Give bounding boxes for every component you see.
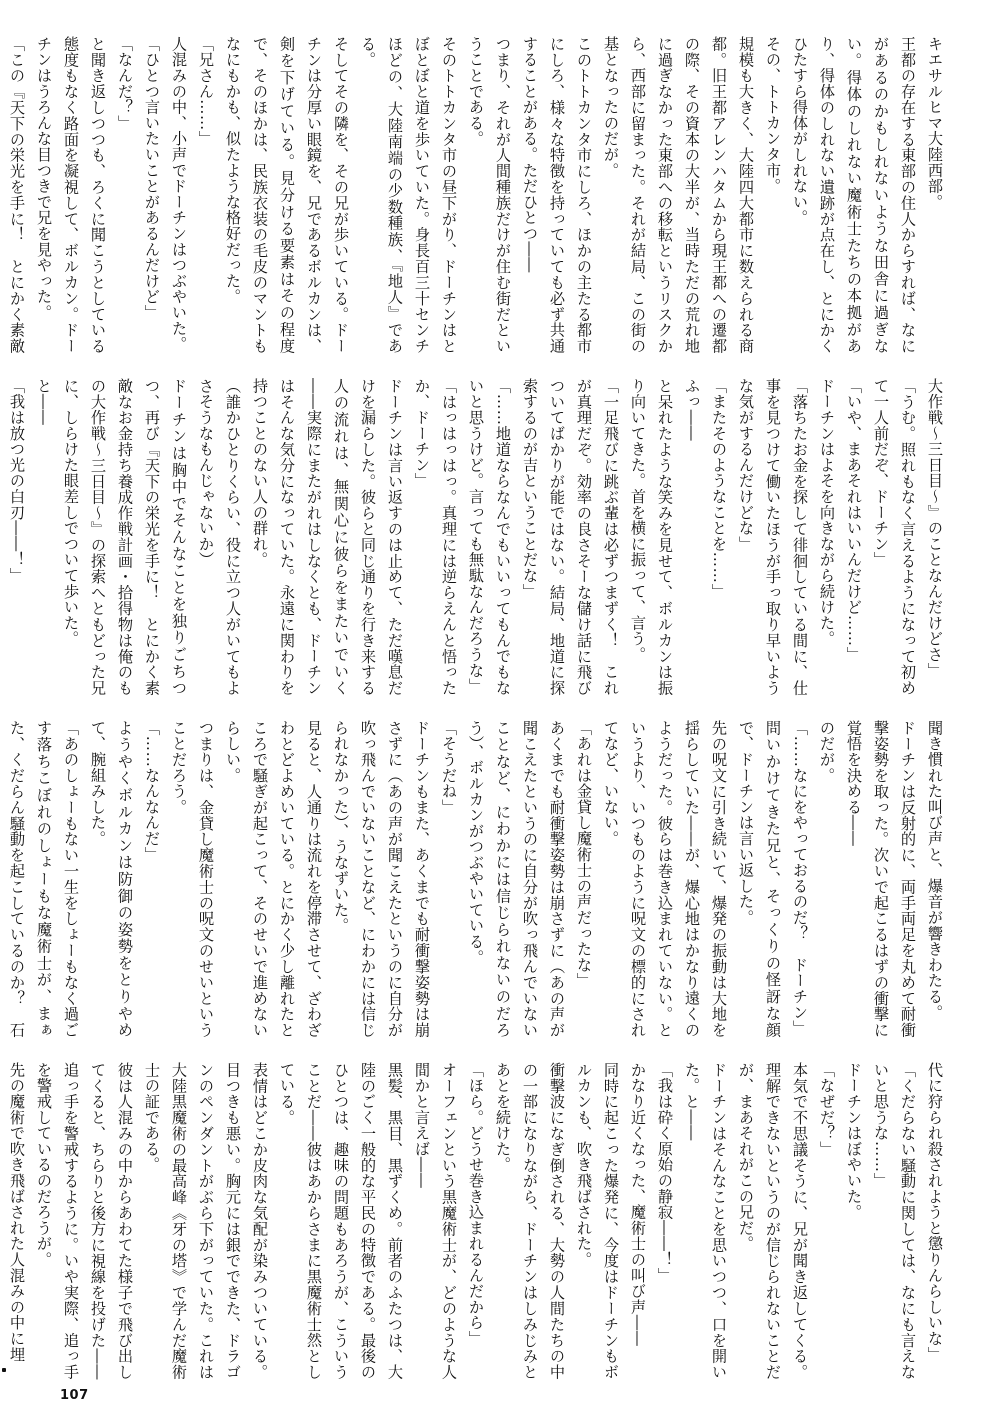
paragraph: 「なぜだ？」	[818, 1062, 836, 1157]
paragraph: 「落ちたお金を探して徘徊している間に、仕事を見つけて働いたほうが手っ取り早いような気がするんだけどな」	[737, 378, 809, 696]
paragraph: と――	[35, 378, 53, 426]
paragraph: 表情はどこか皮肉な気配が染みついている。目つきも悪い。胸元には銀でできた、ドラゴンのペンダントがぶら下がっていた。これは大陸黒魔術の最高峰《牙の塔》で学んだ魔術士の証である。	[143, 1062, 269, 1380]
text-tier-3	[8, 720, 948, 1038]
crop-mark	[2, 1368, 6, 1372]
paragraph: 「一足飛びに跳ぶ輩は必ずつまずく！ これが真理だぞ。効率の良さそーな儲け話に飛びついてばかりが能ではない。結局、地道に探索するのが吉ということだな」	[521, 378, 620, 696]
paragraph: 「この『天下の栄光を手に！ とにかく素敵	[8, 36, 26, 354]
paragraph: 規模も大きく、大陸四大都市に数えられる商都。旧王都アレンハタムから現王都への遷都の際、その資本の大半が、当時ただの荒れ地に過ぎなかった東部への移転というリスクから、西部に留まった。それが結局、この街の基となったのだが。	[602, 36, 755, 354]
paragraph: 黒髪、黒目、黒ずくめ。前者のふたつは、大陸のごく一般的な平民の特徴である。最後のひとつは、趣味の問題もあろうが、こういうことだ――彼はあからさまに黒魔術士然としている。	[278, 1062, 404, 1380]
paragraph: つまりは、金貸し魔術士の呪文のせいということだろう。	[170, 720, 215, 1038]
paragraph: 「そうだね」	[440, 720, 458, 815]
paragraph: 「またそのようなことを……」	[710, 378, 728, 600]
paragraph: 「なんだ？」	[116, 36, 134, 131]
paragraph: 本気で不思議そうに、兄が聞き返してくる。理解できないというのが信じられないことだが、まあそれがこの兄だ。	[737, 1062, 809, 1380]
paragraph: つまり、それが人間種族だけが住む街だということである。	[467, 36, 512, 354]
paragraph: そしてその隣を、その兄が歩いている。ドーチンは分厚い眼鏡を、兄であるボルカンは、剣を下げている。見分ける要素はその程度で、そのほかは、民族衣装の毛皮のマントもなにもかも、似たような格好だった。	[224, 36, 350, 354]
page-number: 107	[60, 1388, 89, 1403]
paragraph: 大作戦～三日目～』のことなんだけどさ」	[926, 378, 944, 679]
paragraph: 「ひとつ言いたいことがあるんだけど」	[143, 36, 161, 321]
paragraph: オーフェンという黒魔術士が、どのような人間かと言えば――	[413, 1062, 458, 1380]
paragraph: 「……なにをやっておるのだ？ ドーチン」	[791, 720, 809, 1036]
paragraph: 「……なんなんだ」	[143, 720, 161, 863]
paragraph: ふっ――	[683, 378, 701, 442]
paragraph: ドーチンはそんなことを思いつつ、口を開いた。と――	[683, 1062, 728, 1380]
text-tier-2	[8, 378, 948, 696]
paragraph: 「いや、まあそれはいいんだけど……」	[845, 378, 863, 663]
paragraph: 「はっはっはっ。真理には逆らえんと悟ったか、ドーチン」	[413, 378, 458, 696]
paragraph: ようやくボルカンは防御の姿勢をとりやめて、腕組みした。	[89, 720, 134, 1038]
paragraph: 「我は砕く原始の静寂――！」	[656, 1062, 674, 1284]
paragraph: 彼は人混みの中からあわてた様子で飛び出してくると、ちらりと後方に視線を投げた――追っ手を警戒するように。いや実際、追っ手を警戒しているのだろうが。	[35, 1062, 134, 1380]
paragraph: 問いかけてきた兄と、そっくりの怪訝な顔で、ドーチンは言い返した。	[737, 720, 782, 1038]
paragraph: ドーチンもまた、あくまでも耐衝撃姿勢は崩さずに（あの声が聞こえたというのに自分が吹っ飛んでいないことなど、にわかには信じられなかった）、うなずいた。	[332, 720, 431, 1038]
paragraph: のだが。	[818, 720, 836, 784]
paragraph: 「兄さん……」	[197, 36, 215, 147]
paragraph: その、トトカンタ市。	[764, 36, 782, 194]
paragraph: 見ると、人通りは流れを停滞させて、ざわざわとどよめいている。とにかく少し離れたところで騒ぎが起こって、そのせいで進めないらしい。	[224, 720, 323, 1038]
paragraph: 聞き慣れた叫び声と、爆音が響きわたる。	[926, 720, 944, 1021]
paragraph: 「あれは金貸し魔術士の声だったな」	[575, 720, 593, 989]
paragraph: キエサルヒマ大陸西部。	[926, 36, 944, 210]
paragraph: 「ほら。どうせ巻き込まれるんだから」	[467, 1062, 485, 1347]
paragraph: 王都の存在する東部の住人からすれば、なにがあるのかもしれないような田舎に過ぎない。得体のしれない魔術士たちの本拠があり、得体のしれない遺跡が点在し、とにかくひたすら得体がしれない。	[791, 36, 917, 354]
paragraph: 「……地道ならなんでもいいってもんでもないと思うけど。言っても無駄なんだろうな」	[467, 378, 512, 696]
paragraph: ドーチンはぼやいた。	[845, 1062, 863, 1220]
paragraph: ドーチンは言い返すのは止めて、ただ嘆息だけを漏らした。彼らと同じ通りを行き来する人の流れは、無関心に彼らをまたいでいく――実際にまたがれはしなくとも、ドーチンはそんな気分になっていた。永遠に関わりを持つことのない人の群れ。	[251, 378, 404, 696]
paragraph: かなり近くなった、魔術士の叫び声――	[629, 1062, 647, 1347]
paragraph: あくまでも耐衝撃姿勢は崩さずに（あの声が聞こえたというのに自分が吹っ飛んでいないことなど、にわかには信じられないのだろう）、ボルカンがつぶやいている。	[467, 720, 566, 1038]
paragraph: 「くだらない騒動に関しては、なにも言えないと思うな……」	[872, 1062, 917, 1380]
paragraph: ドーチンはよそを向きながら続けた。	[818, 378, 836, 647]
paragraph: 先の呪文に引き続いて、爆発の振動は大地を揺らしていた――が、爆心地はかなり遠くのようだった。彼らは巻き込まれていない。というより、いつものように呪文の標的にされてなど、いない。	[602, 720, 728, 1038]
paragraph: 「うむ。照れもなく言えるようになって初めて一人前だぞ、ドーチン」	[872, 378, 917, 696]
paragraph: 「あのしょーもない一生をしょーもなく過ごす落ちこぼれのしょーもな魔術士が、まぁた、くだらん騒動を起こしているのか？ 石	[8, 720, 80, 1038]
paragraph: 同時に起こった爆発に、今度はドーチンもボルカンも、吹き飛ばされた。	[575, 1062, 620, 1380]
paragraph: そのトトカンタ市の昼下がり、ドーチンはとぼとぼと道を歩いていた。身長百三十センチほどの、大陸南端の少数種族、『地人』である。	[359, 36, 458, 354]
paragraph: このトトカンタ市にしろ、ほかの主たる都市にしろ、様々な特徴を持っていても必ず共通することがある。ただひとつ――	[521, 36, 593, 354]
paragraph: と呆れたような笑みを見せて、ボルカンは振り向いてきた。首を横に振って、言う。	[629, 378, 674, 696]
paragraph: 衝撃波になぎ倒される、大勢の人間たちの中の一部になりながら、ドーチンはしみじみとあとを続けた。	[494, 1062, 566, 1380]
paragraph: 代に狩られ殺されようと懲りんらしいな」	[926, 1062, 944, 1363]
paragraph: ドーチンは胸中でそんなことを独りごちつつ、再び『天下の栄光を手に！ とにかく素敵なお金持ち養成作戦計画・拾得物は俺のもの大作戦～三日目～』の探索へともどった兄に、しらけた眼差しでついて歩いた。	[62, 378, 188, 696]
paragraph: と聞き返しつつも、ろくに聞こうとしている態度もなく路面を凝視して、ボルカン。ドーチンはうろんな目つきで兄を見やった。	[35, 36, 107, 354]
text-tier-4	[8, 1062, 948, 1380]
paragraph: （誰かひとりくらい、役に立つ人がいてもよさそうなもんじゃないか）	[197, 378, 242, 696]
paragraph: 先の魔術で吹き飛ばされた人混みの中に埋	[8, 1062, 26, 1363]
paragraph: ドーチンは反射的に、両手両足を丸めて耐衝撃姿勢を取った。次いで起こるはずの衝撃に覚悟を決める――	[845, 720, 917, 1038]
paragraph: 人混みの中、小声でドーチンはつぶやいた。	[170, 36, 188, 352]
paragraph: 「我は放つ光の白刃――！」	[8, 378, 26, 584]
text-tier-1	[8, 36, 948, 354]
